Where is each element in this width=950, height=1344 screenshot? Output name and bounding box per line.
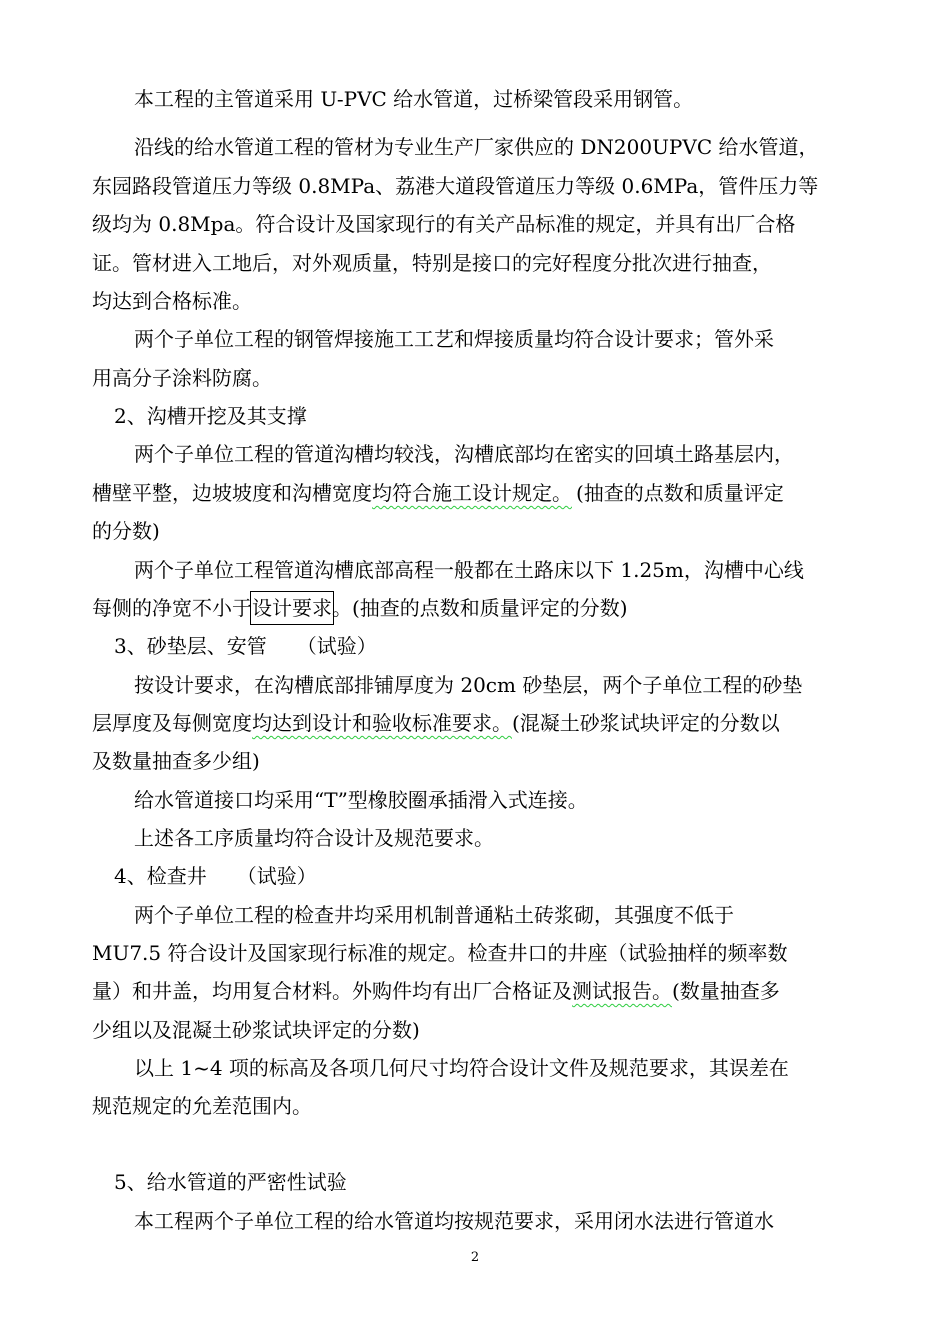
paragraph-line: 两个子单位工程的钢管焊接施工工艺和焊接质量均符合设计要求；管外采 (134, 327, 774, 351)
paragraph-line: 东园路段管道压力等级 0.8MPa、荔港大道段管道压力等级 0.6MPa，管件压力等 (92, 174, 819, 198)
paragraph-line: 沿线的给水管道工程的管材为专业生产厂家供应的 DN200UPVC 给水管道， (134, 135, 819, 159)
paragraph-line: 。(抽查的点数和质量评定的分数) (332, 596, 628, 620)
paragraph-line: (数量抽查多 (672, 979, 780, 1003)
paragraph-line: 的分数) (92, 519, 160, 543)
paragraph-line: 用高分子涂料防腐。 (92, 366, 272, 390)
paragraph-line: 均达到合格标准。 (92, 289, 252, 313)
paragraph-line: 两个子单位工程管道沟槽底部高程一般都在土路床以下 1.25m，沟槽中心线 (134, 558, 804, 582)
paragraph-line: 规范规定的允差范围内。 (92, 1094, 312, 1118)
paragraph-line: 层厚度及每侧宽度 (92, 711, 252, 735)
section-heading: 5、给水管道的严密性试验 (114, 1170, 347, 1194)
paragraph-line: 量）和井盖，均用复合材料。外购件均有出厂合格证及 (92, 979, 572, 1003)
paragraph-line: (抽查的点数和质量评定 (576, 481, 784, 505)
paragraph-line: (混凝土砂浆试块评定的分数以 (512, 711, 780, 735)
spelling-underlined-text: 均达到设计和验收标准要求。 (252, 711, 512, 735)
paragraph-line: 以上 1~4 项的标高及各项几何尺寸均符合设计文件及规范要求，其误差在 (134, 1056, 789, 1080)
section-heading: 4、检查井 （试验） (114, 864, 317, 888)
boxed-text: 设计要求 (252, 593, 332, 623)
paragraph-line: 给水管道接口均采用“T”型橡胶圈承插滑入式连接。 (134, 788, 588, 812)
paragraph-line: 证。管材进入工地后，对外观质量，特别是接口的完好程度分批次进行抽查， (92, 251, 772, 275)
paragraph-line: 槽壁平整，边坡坡度和沟槽宽度 (92, 481, 372, 505)
spelling-underlined-text: 均符合施工设计规定。 (372, 481, 572, 505)
paragraph-line: MU7.5 符合设计及国家现行标准的规定。检查井口的井座（试验抽样的频率数 (92, 941, 788, 965)
page-number: 2 (470, 1250, 480, 1265)
paragraph-line: 少组以及混凝土砂浆试块评定的分数) (92, 1018, 420, 1042)
paragraph-line: 两个子单位工程的管道沟槽均较浅，沟槽底部均在密实的回填土路基层内， (134, 442, 794, 466)
paragraph-line: 每侧的净宽不小于 (92, 596, 252, 620)
section-heading: 3、砂垫层、安管 （试验） (114, 634, 377, 658)
paragraph-line: 按设计要求，在沟槽底部排铺厚度为 20cm 砂垫层，两个子单位工程的砂垫 (134, 673, 803, 697)
paragraph-line: 本工程两个子单位工程的给水管道均按规范要求，采用闭水法进行管道水 (134, 1209, 774, 1233)
section-heading: 2、沟槽开挖及其支撑 (114, 404, 307, 428)
paragraph-line: 及数量抽查多少组) (92, 749, 260, 773)
paragraph-line: 本工程的主管道采用 U-PVC 给水管道，过桥梁管段采用钢管。 (134, 87, 694, 111)
paragraph-line: 级均为 0.8Mpa。符合设计及国家现行的有关产品标准的规定，并具有出厂合格 (92, 212, 796, 236)
spelling-underlined-text: 测试报告。 (572, 979, 672, 1003)
paragraph-line: 上述各工序质量均符合设计及规范要求。 (134, 826, 494, 850)
paragraph-line: 两个子单位工程的检查井均采用机制普通粘土砖浆砌，其强度不低于 (134, 903, 734, 927)
